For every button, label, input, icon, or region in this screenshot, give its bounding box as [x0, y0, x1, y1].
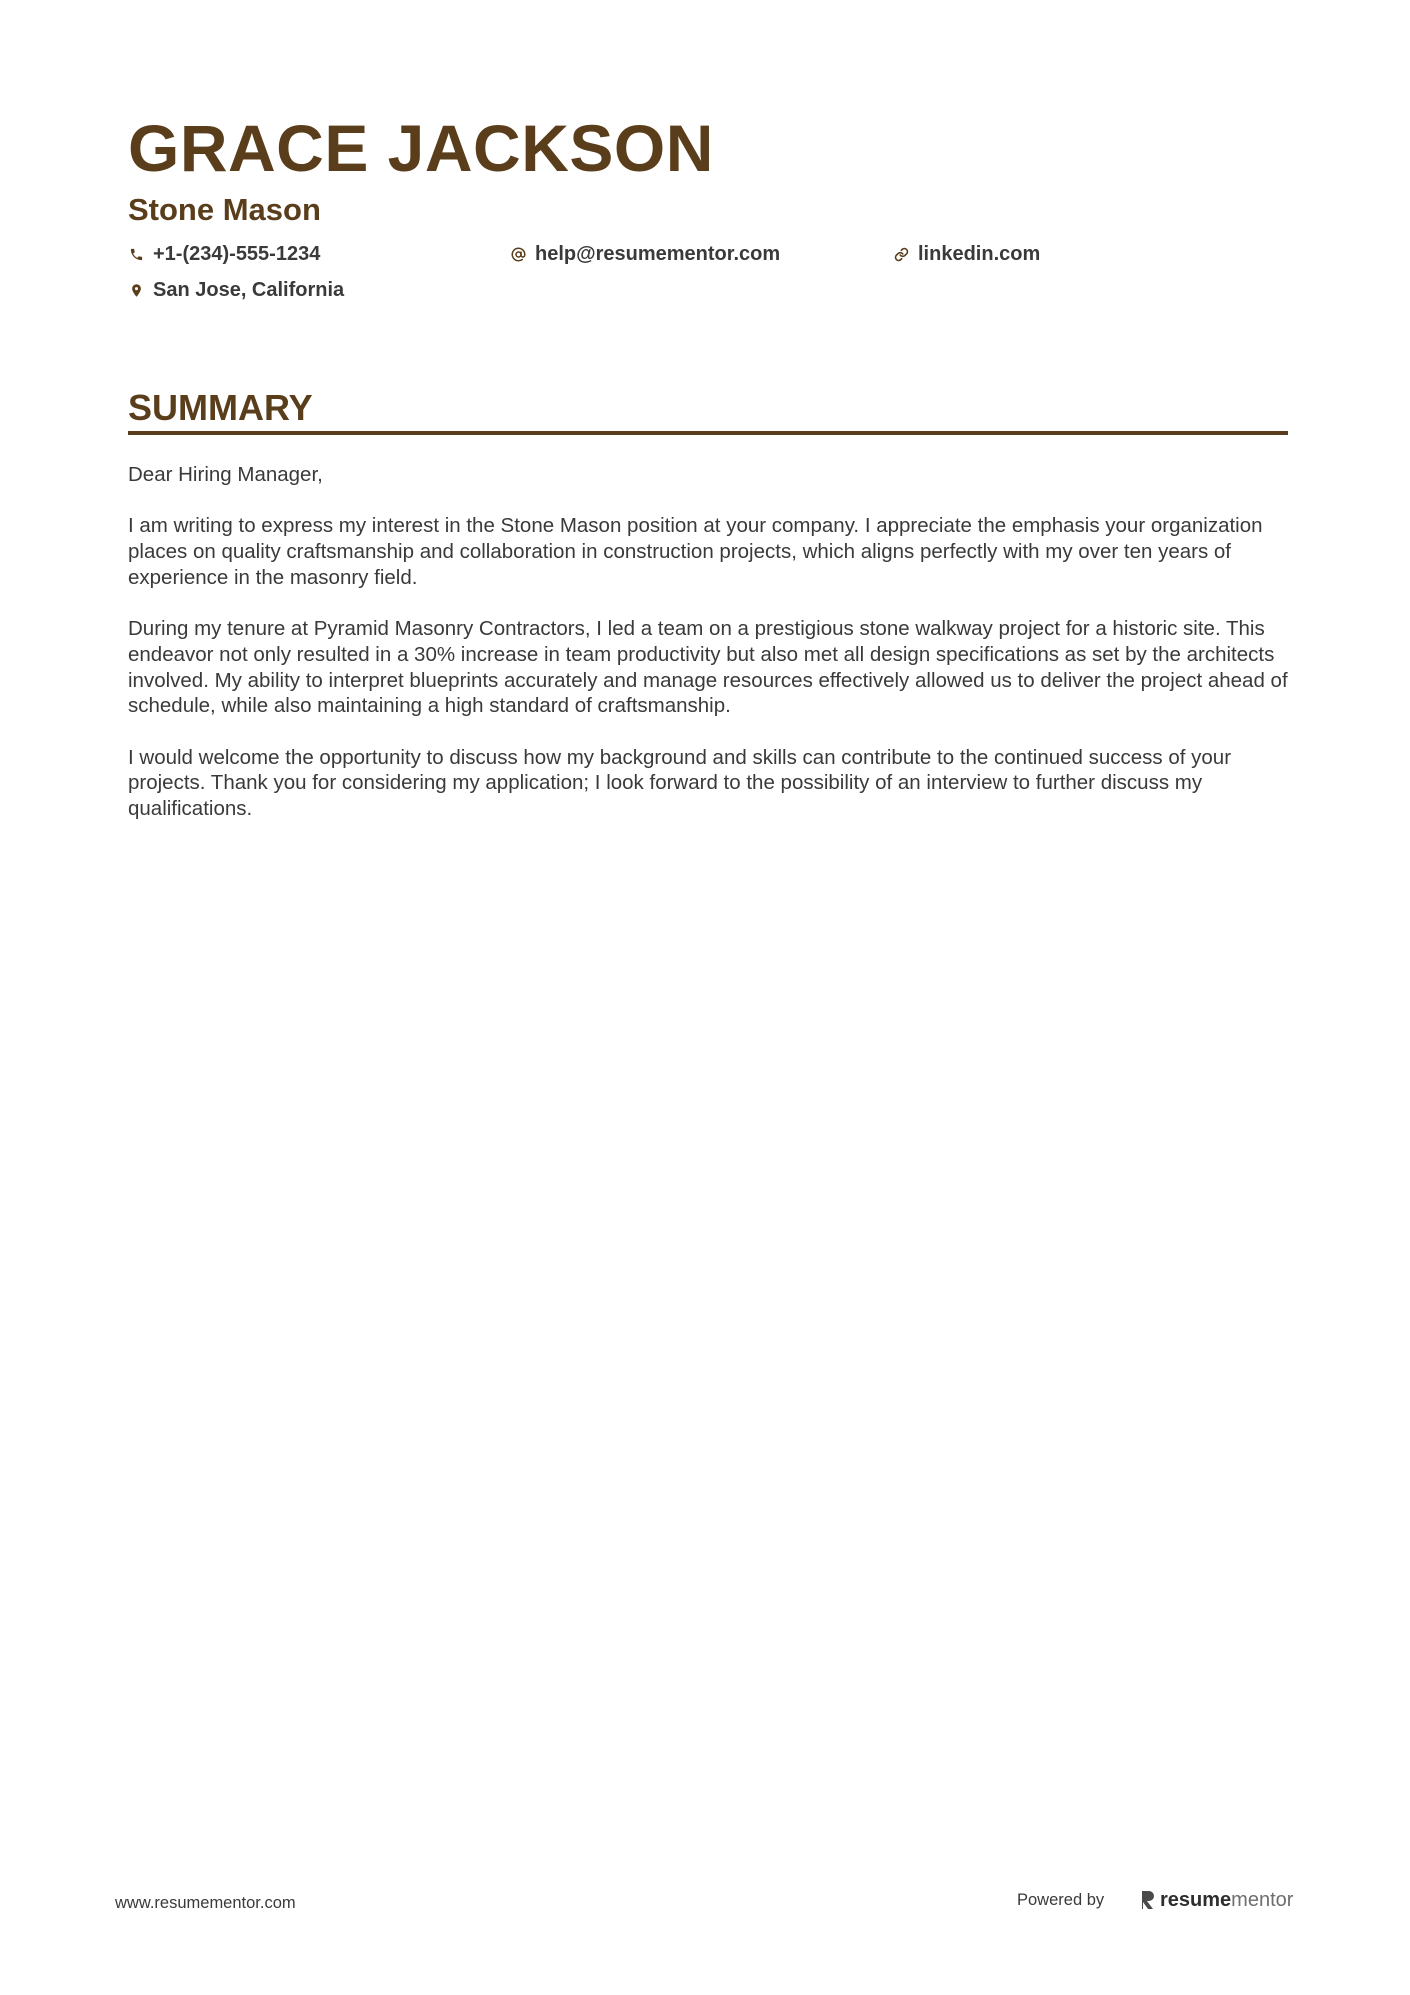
job-title: Stone Mason [128, 192, 321, 227]
contact-email[interactable] [510, 239, 780, 269]
brand-logo[interactable] [1140, 1885, 1293, 1915]
at-sign-icon [510, 246, 526, 262]
section-divider [128, 431, 1288, 435]
footer-website-link[interactable]: www.resumementor.com [115, 1894, 296, 1912]
candidate-name: GRACE JACKSON [128, 111, 714, 185]
paragraph: I am writing to express my interest in the Stone Mason position at your company. I appreciate the emphasis your organization places on quality craftsmanship and collaboration in construction projects, which aligns perfectly with my over ten years of experience in the masonry field. [128, 514, 1263, 589]
greeting: Dear Hiring Manager, [128, 463, 323, 486]
paragraph: I would welcome the opportunity to discuss how my background and skills can contribute to the continued success of your projects. Thank you for considering my application; I look forward to the possibility of an interview to further discuss my qualifications. [128, 745, 1232, 821]
brand-name-part-1: resume [1160, 1888, 1232, 1911]
brand-name-part-2: mentor [1231, 1888, 1294, 1911]
phone-text: +1-(234)-555-1234 [153, 242, 321, 265]
link-text[interactable]: linkedin.com [918, 242, 1041, 265]
location-text: San Jose, California [153, 278, 345, 301]
resumementor-logo-icon [1140, 1890, 1156, 1910]
letter-body [128, 462, 1290, 847]
email-text[interactable]: help@resumementor.com [535, 242, 781, 265]
link-icon [893, 246, 909, 262]
map-pin-icon [128, 282, 144, 298]
paragraph: During my tenure at Pyramid Masonry Contractors, I led a team on a prestigious stone walkway project for a historic site. This endeavor not only resulted in a 30% increase in team productivity but also met all design specifications as set by the architects involved. My ability to interpret blueprints accurately and manage resources effectively allowed us to deliver the project ahead of schedule, while also maintaining a high standard of craftsmanship. [128, 617, 1288, 718]
contact-phone [128, 239, 320, 269]
phone-icon [128, 246, 144, 262]
contact-location [128, 275, 344, 305]
powered-by-label: Powered by [1017, 1891, 1105, 1909]
summary-heading: SUMMARY [128, 387, 313, 428]
contact-link[interactable] [893, 239, 1040, 269]
